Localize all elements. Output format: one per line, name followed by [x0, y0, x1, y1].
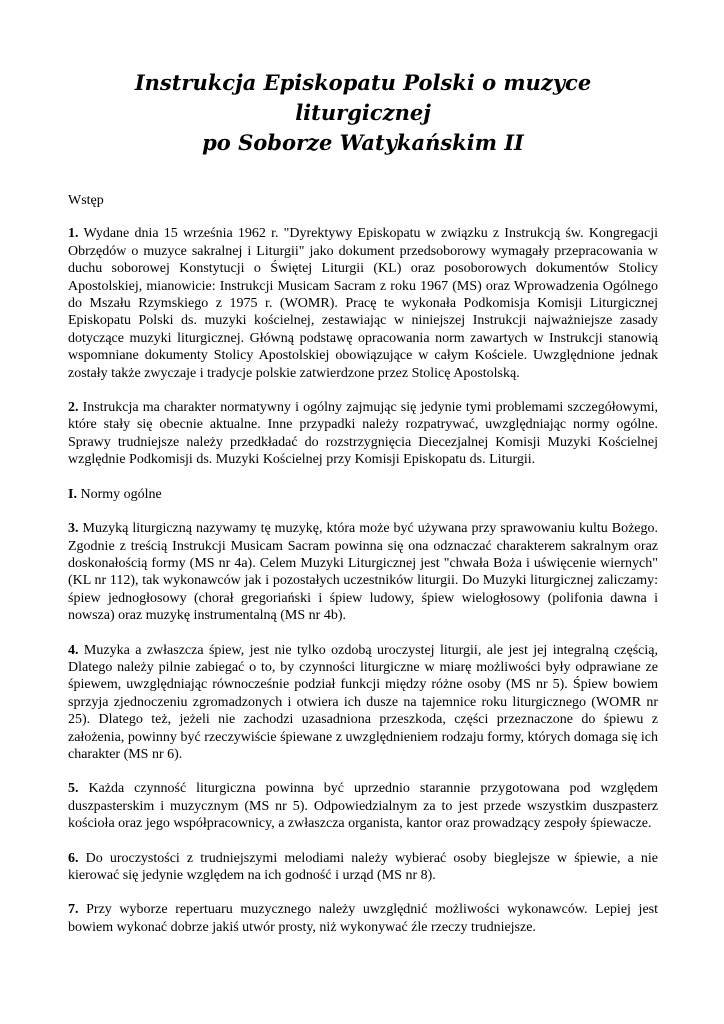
paragraph-text: Do uroczystości z trudniejszymi melodiami należy wybierać osoby bieglejsze w śpiewie, a nie kierować się jedynie względem na ich godność i urząd (MS nr 8).	[68, 850, 658, 883]
paragraph-7	[68, 901, 658, 936]
section-heading-general-norms	[68, 486, 658, 503]
title-line-1: Instrukcja Episkopatu Polski o muzyce liturgicznej	[134, 70, 592, 125]
section-title: Normy ogólne	[80, 486, 162, 502]
paragraph-number: 5.	[68, 781, 79, 797]
paragraph-number: 7.	[68, 902, 79, 918]
section-heading-intro: Wstęp	[68, 193, 104, 208]
paragraph-6	[68, 850, 658, 885]
paragraph-2	[68, 399, 658, 469]
document-title	[68, 68, 658, 158]
paragraph-text: Muzyka a zwłaszcza śpiew, jest nie tylko ozdobą uroczystej liturgii, ale jest jej integralną częścią, Dlatego należy pilnie zabiegać o to, by czynności liturgiczne w miarę możliwości były odprawiane ze śpiewem, uwzględniając równocześnie podział funkcji między różne osoby (MS nr 5). Śpiew bowiem sprzyja zjednoczeniu zgromadzonych i otwiera ich dusze na tajemnice roku liturgicznego (WOMR nr 25). Dlatego też, jeżeli nie zachodzi uzasadniona przeszkoda, części przeznaczone do śpiewu z założenia, powinny być rzeczywiście śpiewane z uwzględnieniem rodzaju formy, których domaga się ich charakter (MS nr 6).	[68, 642, 658, 762]
paragraph-text: Muzyką liturgiczną nazywamy tę muzykę, która może być używana przy sprawowaniu kultu Bożego. Zgodnie z treścią Instrukcji Musicam Sacram powinna się ona odznaczać charakterem sakralnym oraz doskonałością formy (MS nr 4a). Celem Muzyki Liturgicznej jest "chwała Boża i uświęcenie wiernych" (KL nr 112), tak wykonawców jak i pozostałych uczestników liturgii. Do Muzyki liturgicznej zaliczamy: śpiew jednogłosowy (chorał gregoriański i śpiew ludowy, śpiew wielogłosowy (polifonia dawna i nowsza) oraz muzykę instrumentalną (MS nr 4b).	[68, 521, 659, 624]
paragraph-4	[68, 642, 658, 764]
paragraph-text: Każda czynność liturgiczna powinna być uprzednio starannie przygotowana pod względem duszpasterskim i muzycznym (MS nr 5). Odpowiedzialnym za to jest przede wszystkim duszpasterz kościoła oraz jego współpracownicy, a zwłaszcza organista, kantor oraz prowadzący zespoły śpiewacze.	[68, 781, 659, 832]
section-number: I.	[68, 486, 77, 502]
paragraph-text: Instrukcja ma charakter normatywny i ogólny zajmując się jedynie tymi problemami szczegółowymi, które stały się obecnie aktualne. Inne przypadki należy rozpatrywać, uwzględniając normy ogólne. Sprawy trudniejsze należy przedkładać do rozstrzygnięcia Diecezjalnej Komisji Muzyki Kościelnej względnie Podkomisji ds. Muzyki Kościelnej przy Komisji Episkopatu ds. Liturgii.	[68, 400, 658, 468]
paragraph-number: 3.	[68, 521, 79, 537]
paragraph-5	[68, 780, 658, 832]
paragraph-1	[68, 225, 658, 382]
paragraph-number: 6.	[68, 850, 79, 866]
paragraph-number: 1.	[68, 226, 79, 242]
paragraph-number: 2.	[68, 400, 79, 416]
paragraph-number: 4.	[68, 642, 79, 658]
paragraph-3	[68, 520, 658, 624]
paragraph-text: Wydane dnia 15 września 1962 r. "Dyrektywy Episkopatu w związku z Instrukcją św. Kongregacji Obrzędów o muzyce sakralnej i Liturgii" jako dokument przedsoborowy wymagały przepracowania w duchu soborowej Konstytucji o Świętej Liturgii (KL) oraz posoborowych dokumentów Stolicy Apostolskiej, mianowicie: Instrukcji Musicam Sacram z roku 1967 (MS) oraz Wprowadzenia Ogólnego do Mszału Rzymskiego z 1975 r. (WOMR). Pracę te wykonała Podkomisja Komisji Liturgicznej Episkopatu Polski ds. muzyki kościelnej, zestawiając w niniejszej Instrukcji najważniejsze zasady dotyczące muzyki liturgicznej. Główną podstawę opracowania norm zawartych w Instrukcji stanowią wspomniane dokumenty Stolicy Apostolskiej obowiązujące w całym Kościele. Uwzględnione jednak zostały także zwyczaje i tradycje polskie zatwierdzone przez Stolicę Apostolską.	[68, 226, 659, 381]
paragraph-text: Przy wyborze repertuaru muzycznego należy uwzględnić możliwości wykonawców. Lepiej jest bowiem wykonać dobrze jakiś utwór prosty, niż wykonywać źle rzeczy trudniejsze.	[68, 902, 658, 935]
title-line-2: po Soborze Watykańskim II	[202, 130, 524, 155]
